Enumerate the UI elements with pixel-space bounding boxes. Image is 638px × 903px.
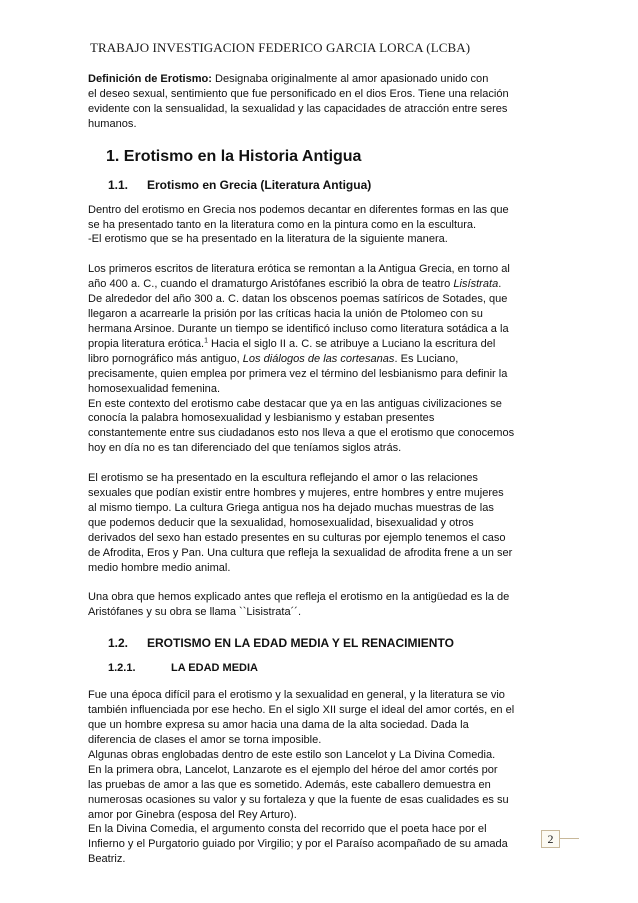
body-paragraph [88,471,558,575]
text-line: En este contexto del erotismo cabe destacar que ya en las antiguas civilizaciones se [88,397,502,410]
text-line: las pruebas de amor a las que es sometido. Además, este caballero demuestra en [88,778,491,791]
text-line: Una obra que hemos explicado antes que refleja el erotismo en la antigüedad es la de [88,591,510,604]
text-line: numerosas ocasiones su valor y su fortaleza y que la fuente de esas cualidades es su [88,793,509,806]
section-heading-1-1 [108,177,558,193]
section-heading-1-2-1 [108,661,558,676]
definition-label: Definición de Erotismo: [88,73,212,85]
text-line: En la primera obra, Lancelot, Lanzarote es el ejemplo del héroe del amor cortés por [88,763,498,776]
text-line: año 400 a. C., cuando el dramaturgo Aristófanes escribió la obra de teatro [88,278,454,291]
text-line: -El erotismo que se ha presentado en la literatura de la siguiente manera. [88,233,448,246]
text-line: al mismo tiempo. La cultura Griega antigua nos ha dejado muchas muestras de las [88,501,494,514]
text-line: hermana Arsinoe. Durante un tiempo se identificó incluso como literatura sotádica a la [88,322,509,335]
definition-paragraph [88,72,558,132]
text-line: homosexualidad femenina. [88,382,221,395]
text-line: Los primeros escritos de literatura erótica se remontan a la Antigua Grecia, en torno al [88,263,510,276]
text-line: libro pornográfico más antiguo, [88,352,243,365]
text-line: Aristófanes y su obra se llama ``Lisistrata´´. [88,606,302,619]
body-paragraph [88,590,558,620]
text-line: sexuales que podían existir entre hombres y mujeres, entre hombres y entre mujeres [88,487,504,500]
section-title: EROTISMO EN LA EDAD MEDIA Y EL RENACIMIENTO [147,636,454,651]
text-line: conocía la palabra homosexualidad y lesbianismo y estaban presentes [88,412,435,425]
text-fragment: . [498,278,502,291]
text-line: Infierno y el Purgatorio guiado por Virgilio; y por el Paraíso acompañado de su amada [88,838,508,851]
text-line: llegaron a acarrearle la prisión por las críticas hacia la unión de Ptolomeo con su [88,308,483,321]
text-line: de Afrodita, Eros y Pan. Una cultura que refleja la sexualidad de afrodita frene a un ser [88,546,513,559]
italic-title: Lisístrata [453,278,499,291]
text-line: derivados del sexo han estado presentes en su culturas por ejemplo tenemos el caso [88,531,506,544]
page-content [88,72,558,867]
text-fragment: Hacia el siglo II a. C. se atribuye a Luciano la escritura del [207,337,496,350]
text-line: diferencia de clases el amor se torna imposible. [88,734,322,746]
definition-line: humanos. [88,117,137,130]
page-number-rule [559,838,579,839]
text-line: medio hombre medio animal. [88,561,231,574]
section-number: 1.2.1. [108,662,136,675]
italic-title: Los diálogos de las cortesanas [242,352,395,365]
section-number: 1.2. [108,636,129,651]
text-line: El erotismo se ha presentado en la escultura reflejando el amor o las relaciones [88,472,478,485]
text-line: precisamente, quien emplea por primera vez el término del lesbianismo para definir la [88,367,508,380]
definition-line: el deseo sexual, sentimiento que fue personificado en el dios Eros. Tiene una relación [88,87,509,100]
text-line: Algunas obras englobadas dentro de este estilo son Lancelot y La Divina Comedia. [88,748,496,761]
text-line: Dentro del erotismo en Grecia nos podemos decantar en diferentes formas en las que [88,203,509,216]
footnote-marker[interactable]: 1 [204,337,208,345]
section-heading-1-2 [108,635,558,651]
body-paragraph [88,262,558,456]
body-paragraph [88,688,558,867]
text-line: amor por Ginebra (esposa del Rey Arturo). [88,808,297,821]
section-number: 1.1. [108,177,129,192]
running-header: TRABAJO INVESTIGACION FEDERICO GARCIA LORCA (LCBA) [90,40,471,55]
page-number: 2 [541,830,560,848]
section-heading-1: 1. Erotismo en la Historia Antigua [106,147,362,165]
definition-line: Designaba originalmente al amor apasionado unido con [211,73,489,85]
text-line: propia literatura erótica. [88,337,205,350]
text-line: En la Divina Comedia, el argumento consta del recorrido que el poeta hace por el [88,823,487,836]
text-line: Fue una época difícil para el erotismo y la sexualidad en general, y la literatura se vio [88,689,505,702]
section-title: LA EDAD MEDIA [171,662,258,675]
text-line: constantemente entre sus ciudadanos esto nos lleva a que el erotismo que conocemos [88,427,515,440]
text-line: se ha presentado tanto en la literatura como en la pintura como en la escultura. [88,218,477,231]
definition-line: evidente con la sensualidad, la sexualidad y las capacidades de atracción entre seres [88,102,508,115]
text-line: que podemos deducir que la sexualidad, homosexualidad, bisexualidad y otros [88,516,474,529]
text-line: que un hombre expresa su amor hacia una dama de la alta sociedad. Dada la [88,719,469,732]
text-line: hoy en día no es tan diferenciado del que teníamos siglos atrás. [88,442,402,455]
text-fragment: . Es Luciano, [394,352,459,365]
text-line: Beatriz. [88,853,126,866]
body-paragraph [88,203,558,248]
text-line: De alrededor del año 300 a. C. datan los obscenos poemas satíricos de Sotades, que [88,293,508,306]
section-title: Erotismo en Grecia (Literatura Antigua) [147,177,372,192]
text-line: también influenciada por ese hecho. En el siglo XII surge el ideal del amor cortés, en el [88,704,515,717]
